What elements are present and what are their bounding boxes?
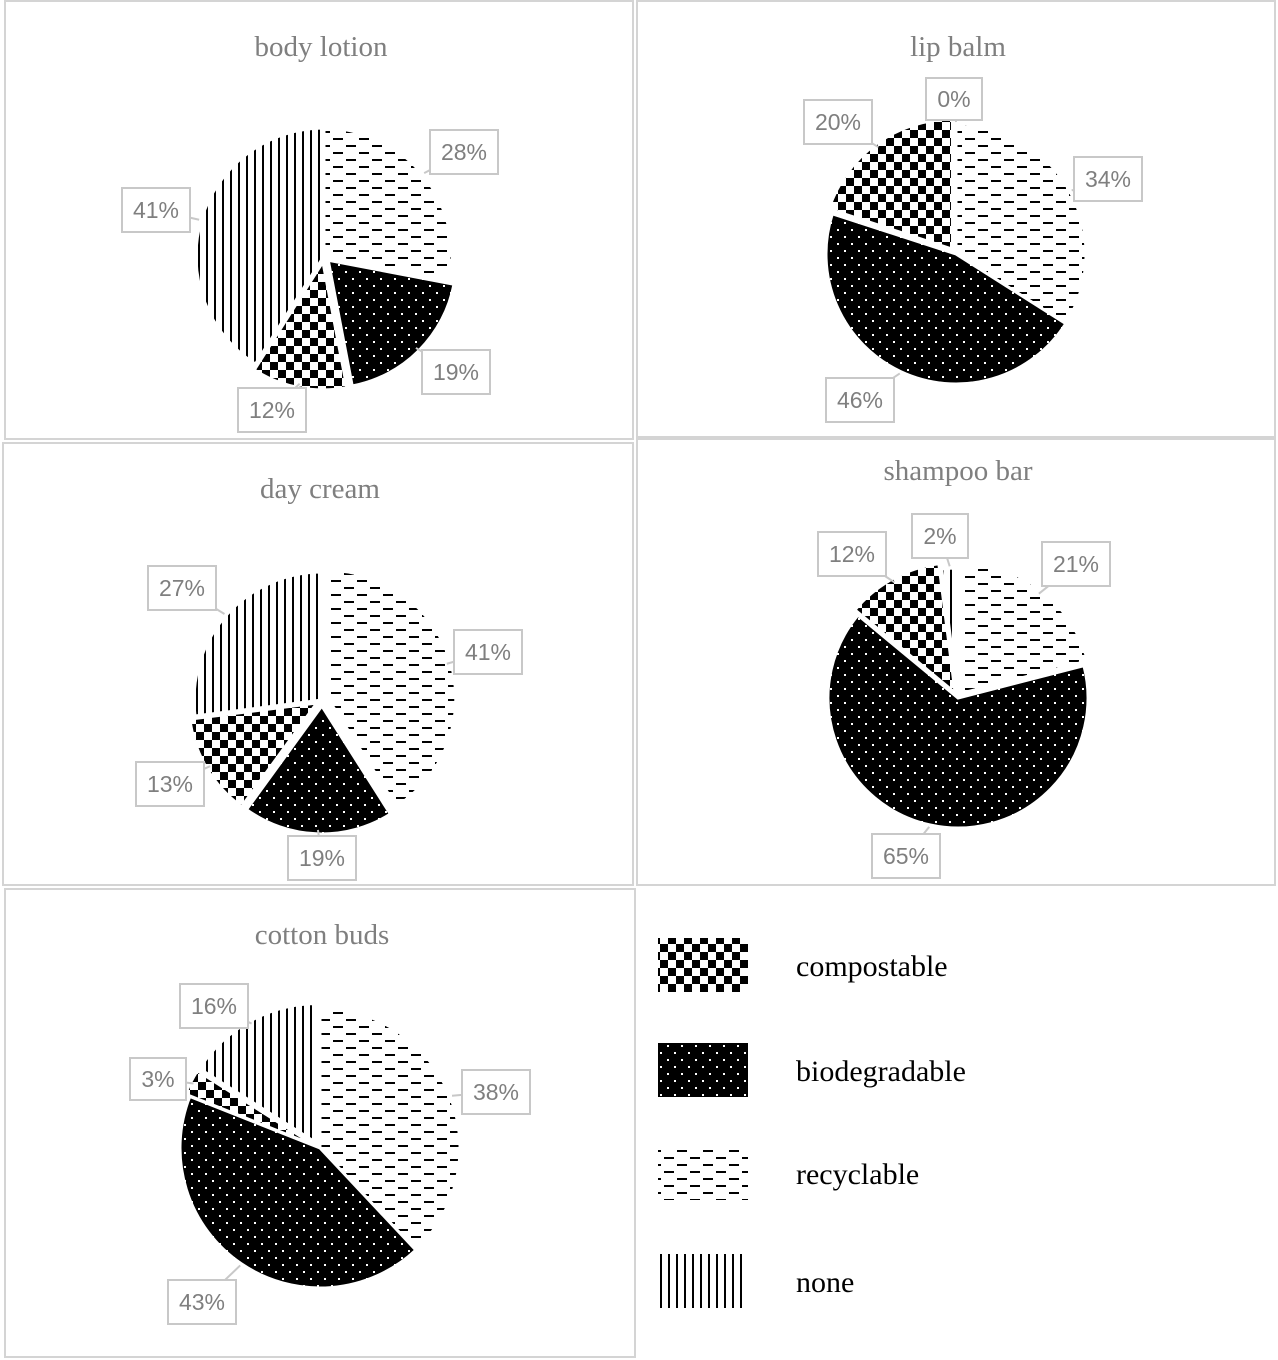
data-label-compostable: 13% [146, 771, 194, 797]
data-label-compostable: 3% [141, 1066, 175, 1092]
legend [636, 888, 1276, 1358]
legend-label-biodegradable: biodegradable [796, 1055, 966, 1088]
pie-svg-lip-balm [638, 2, 1278, 440]
data-label-compostable: 20% [814, 109, 862, 135]
data-label-biodegradable: 43% [178, 1289, 226, 1315]
data-label-none: 0% [937, 86, 971, 112]
data-label-recyclable: 28% [440, 139, 488, 165]
data-label-biodegradable: 65% [882, 843, 930, 869]
legend-label-none: none [796, 1266, 855, 1299]
legend-swatch-none [658, 1254, 748, 1308]
pie-chart-shampoo-bar [636, 438, 1276, 886]
data-label-biodegradable: 19% [298, 845, 346, 871]
legend-swatch-biodegradable [658, 1043, 748, 1097]
chart-title: body lotion [254, 31, 388, 63]
pie-svg-body-lotion [6, 2, 636, 442]
data-label-recyclable: 41% [464, 639, 512, 665]
data-label-compostable: 12% [828, 541, 876, 567]
chart-title: shampoo bar [883, 455, 1033, 487]
data-label-none: 27% [158, 575, 206, 601]
legend-svg [636, 888, 1276, 1358]
data-label-none: 41% [132, 197, 180, 223]
data-label-compostable: 12% [248, 397, 296, 423]
legend-label-compostable: compostable [796, 950, 948, 983]
chart-title: lip balm [910, 31, 1006, 63]
pie-chart-day-cream [2, 442, 634, 886]
pie-chart-cotton-buds [4, 888, 636, 1358]
data-label-biodegradable: 19% [432, 359, 480, 385]
data-label-recyclable: 21% [1052, 551, 1100, 577]
legend-swatch-recyclable [658, 1146, 748, 1200]
legend-label-recyclable: recyclable [796, 1158, 920, 1191]
data-label-biodegradable: 46% [836, 387, 884, 413]
pie-svg-day-cream [4, 444, 636, 888]
pie-chart-lip-balm [636, 0, 1276, 438]
pie-svg-shampoo-bar [638, 440, 1278, 888]
pie-chart-body-lotion [4, 0, 634, 440]
chart-title: cotton buds [254, 919, 390, 951]
pie-svg-cotton-buds [6, 890, 638, 1360]
data-label-recyclable: 38% [472, 1079, 520, 1105]
data-label-none: 2% [923, 523, 957, 549]
data-label-none: 16% [190, 993, 238, 1019]
legend-swatch-compostable [658, 938, 748, 992]
data-label-recyclable: 34% [1084, 166, 1132, 192]
chart-title: day cream [260, 473, 380, 505]
